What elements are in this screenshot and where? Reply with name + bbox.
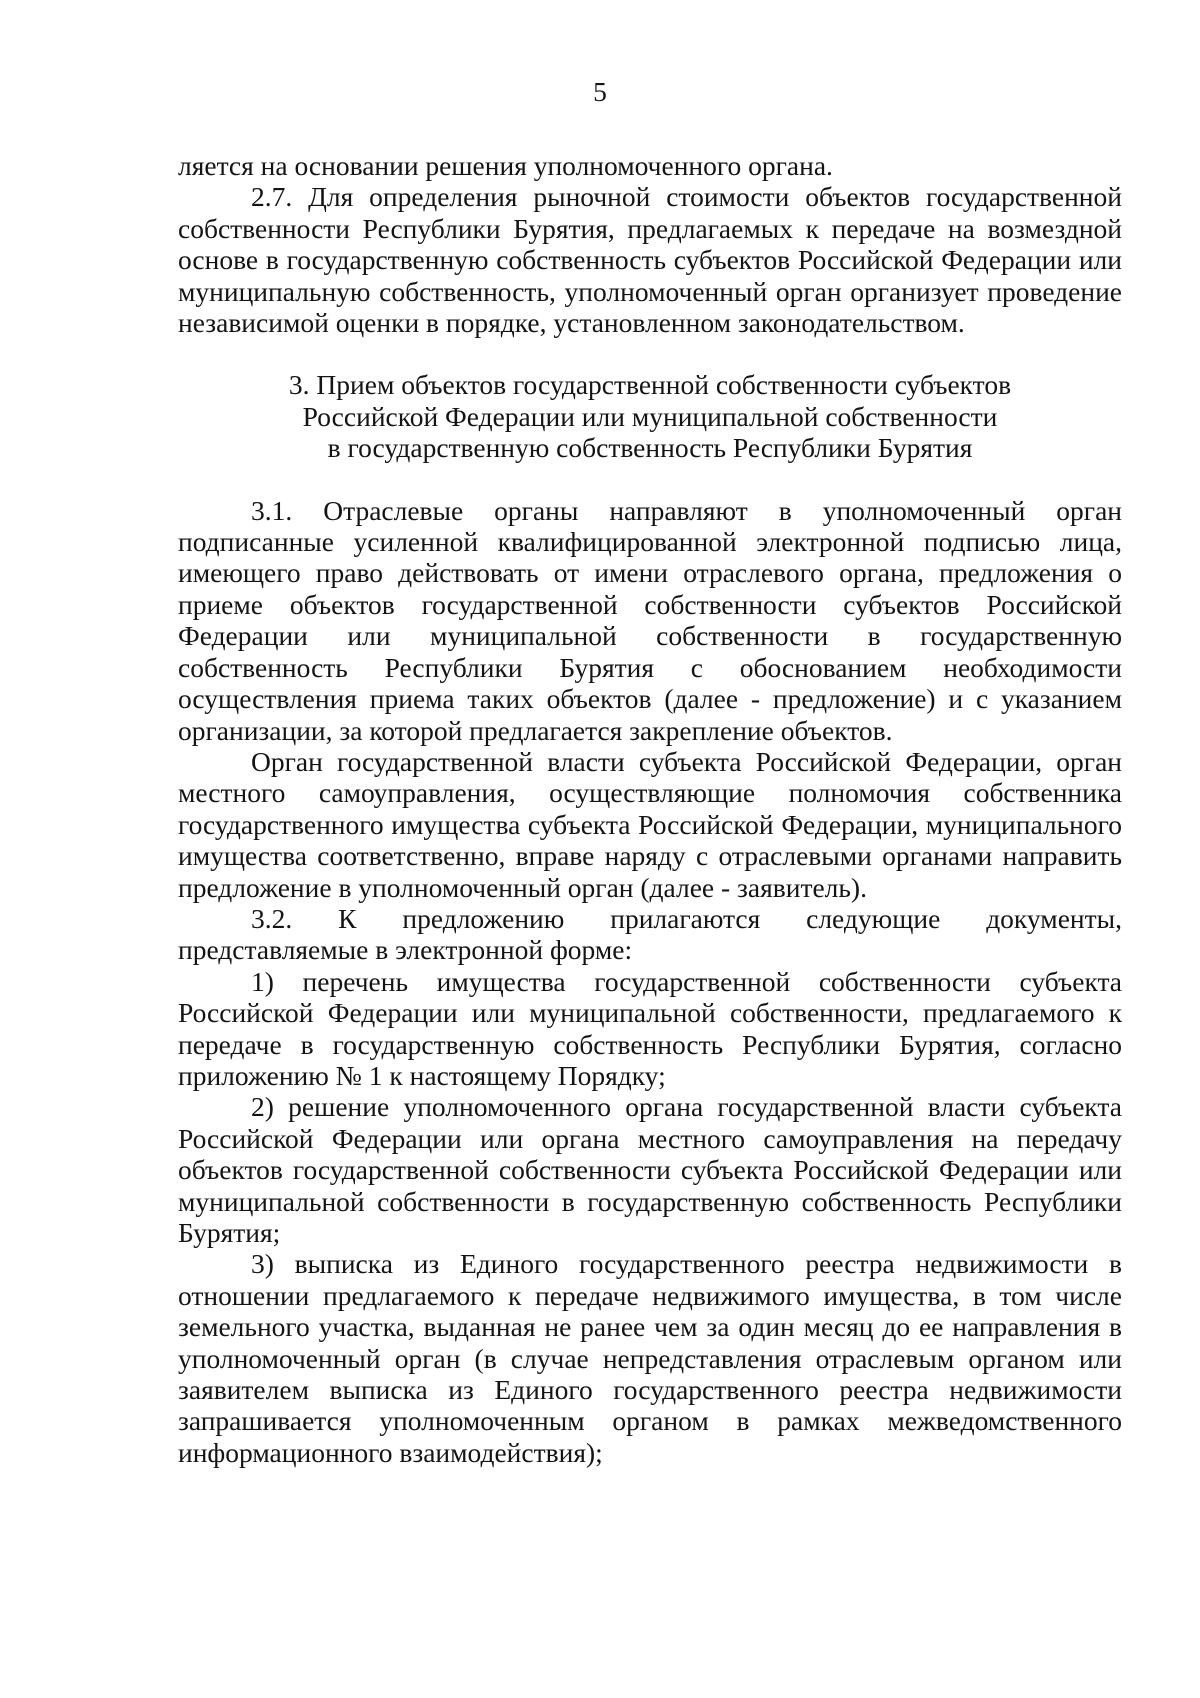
section-heading-line-1: 3. Прием объектов государственной собственности субъектов (288, 369, 1012, 401)
list-item-3: 3) выписка из Единого государственного реестра недвижимости в отношении предлагаемого к передаче недвижимого имущества, в том числе земельного участка, выданная не ранее чем за один месяц до ее направления в уполномоченный орган (в случае непредставления отраслевым органом или заявителем выписка из Единого государственного реестра недвижимости запрашивается уполномоченным органом в рамках межведомственного информационного взаимодействия); (178, 1248, 1122, 1468)
paragraph-applicant: Орган государственной власти субъекта Российской Федерации, орган местного самоуправления, осуществляющие полномочия собственника государственного имущества субъекта Российской Федерации, муниципального имущества соответственно, вправе наряду с отраслевыми органами направить предложение в уполномоченный орган (далее - заявитель). (178, 745, 1122, 903)
page-number: 5 (593, 76, 607, 107)
list-item-1: 1) перечень имущества государственной собственности субъекта Российской Федерации или муниципальной собственности, предлагаемого к передаче в государственную собственность Республики Бурятия, согласно приложению № 1 к настоящему Порядку; (178, 965, 1122, 1091)
paragraph-2-7: 2.7. Для определения рыночной стоимости объектов государственной собственности Республики Бурятия, предлагаемых к передаче на возмездной основе в государственную собственность субъектов Российской Федерации или муниципальную собственность, уполномоченный орган организует проведение независимой оценки в порядке, установленном законодательством. (178, 181, 1122, 339)
document-body (178, 150, 1122, 1468)
paragraph-continuation: ляется на основании решения уполномоченного органа. (178, 150, 833, 181)
paragraph-3-2: 3.2. К предложению прилагаются следующие документы, представляемые в электронной форме: (178, 902, 1122, 966)
section-heading-line-3: в государственную собственность Республики Бурятия (327, 432, 973, 464)
list-item-2: 2) решение уполномоченного органа государственной власти субъекта Российской Федерации или органа местного самоуправления на передачу объектов государственной собственности субъекта Российской Федерации или муниципальной собственности в государственную собственность Республики Бурятия; (178, 1091, 1122, 1248)
section-heading (178, 369, 1122, 463)
paragraph-3-1: 3.1. Отраслевые органы направляют в уполномоченный орган подписанные усиленной квалифицированной электронной подписью лица, имеющего право действовать от имени отраслевого органа, предложения о приеме объектов государственной собственности субъектов Российской Федерации или муниципальной собственности в государственную собственность Республики Бурятия с обоснованием необходимости осуществления приема таких объектов (далее - предложение) и с указанием организации, за которой предлагается закрепление объектов. (178, 494, 1122, 746)
section-heading-line-2: Российской Федерации или муниципальной собственности (302, 400, 998, 432)
